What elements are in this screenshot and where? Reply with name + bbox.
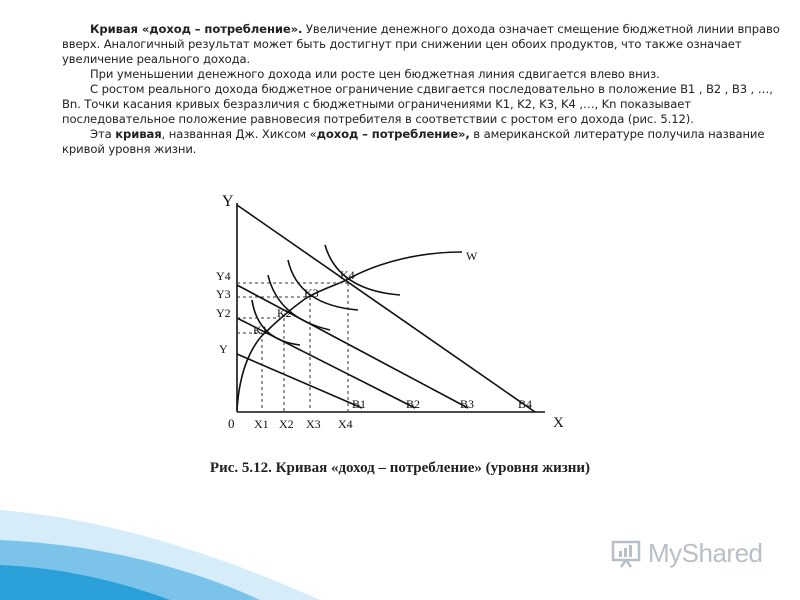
watermark — [610, 536, 763, 570]
y-tick-label: Y — [219, 342, 228, 356]
y-tick-label: Y3 — [216, 287, 231, 301]
y-tick-label: Y4 — [216, 269, 231, 283]
paragraph-4-bold-curve: кривая — [115, 127, 162, 141]
presentation-icon — [610, 537, 642, 569]
paragraph-4-bold-term: доход – потребление», — [316, 127, 470, 141]
x-tick-label: X2 — [279, 417, 294, 431]
budget-line-label: B1 — [352, 397, 367, 411]
x-axis-label: X — [553, 415, 564, 431]
point-label: K1 — [253, 323, 268, 337]
point-label: K3 — [304, 286, 319, 300]
y-axis-label: Y — [222, 193, 234, 210]
watermark-text: MyShared — [648, 537, 763, 568]
origin-label: 0 — [228, 416, 235, 431]
paragraph-4-part-a: Эта — [90, 127, 116, 141]
x-tick-label: X3 — [306, 417, 321, 431]
x-tick-label: X1 — [254, 417, 269, 431]
curve-w-label: W — [466, 249, 478, 263]
section-title: Кривая «доход – потребление». — [90, 22, 303, 36]
indifference-curve-4 — [325, 245, 400, 295]
budget-line-label: B2 — [406, 397, 421, 411]
budget-line-b3 — [237, 285, 468, 408]
figure-caption: Рис. 5.12. Кривая «доход – потребление» (уровня жизни) — [209, 460, 591, 476]
x-tick-label: X4 — [338, 417, 353, 431]
budget-line-label: B4 — [518, 397, 533, 411]
paragraph-4-part-c: , названная Дж. Хиксом « — [161, 127, 317, 141]
paragraph-2: При уменьшении денежного дохода или росте цен бюджетная линия сдвигается влево вниз. — [90, 67, 660, 81]
y-tick-label: Y2 — [216, 306, 231, 320]
paragraph-1-text: Увеличение денежного дохода означает смещение бюджетной линии вправо вверх. Аналогичный результат может быть достигнут при снижении цен обоих продуктов, что также означает увеличение реального дохода. — [62, 22, 780, 66]
budget-line-label: B3 — [460, 397, 475, 411]
paragraph-4-part-e: в американской литературе получила название кривой уровня жизни. — [62, 127, 765, 156]
point-label: K4 — [340, 268, 355, 282]
budget-line-b1 — [237, 354, 362, 408]
paragraph-3: С ростом реального дохода бюджетное ограничение сдвигается последовательно в положение B1 , B2 , B3 , …, Bn. Точки касания кривых безразличия с бюджетными ограничениями K1, K2, K3, K4 ,…, Kn показывает последовательное положение равновесия потребителя в соответствии с ростом его дохода (рис. 5.12). — [62, 82, 773, 126]
point-label: K2 — [277, 306, 292, 320]
